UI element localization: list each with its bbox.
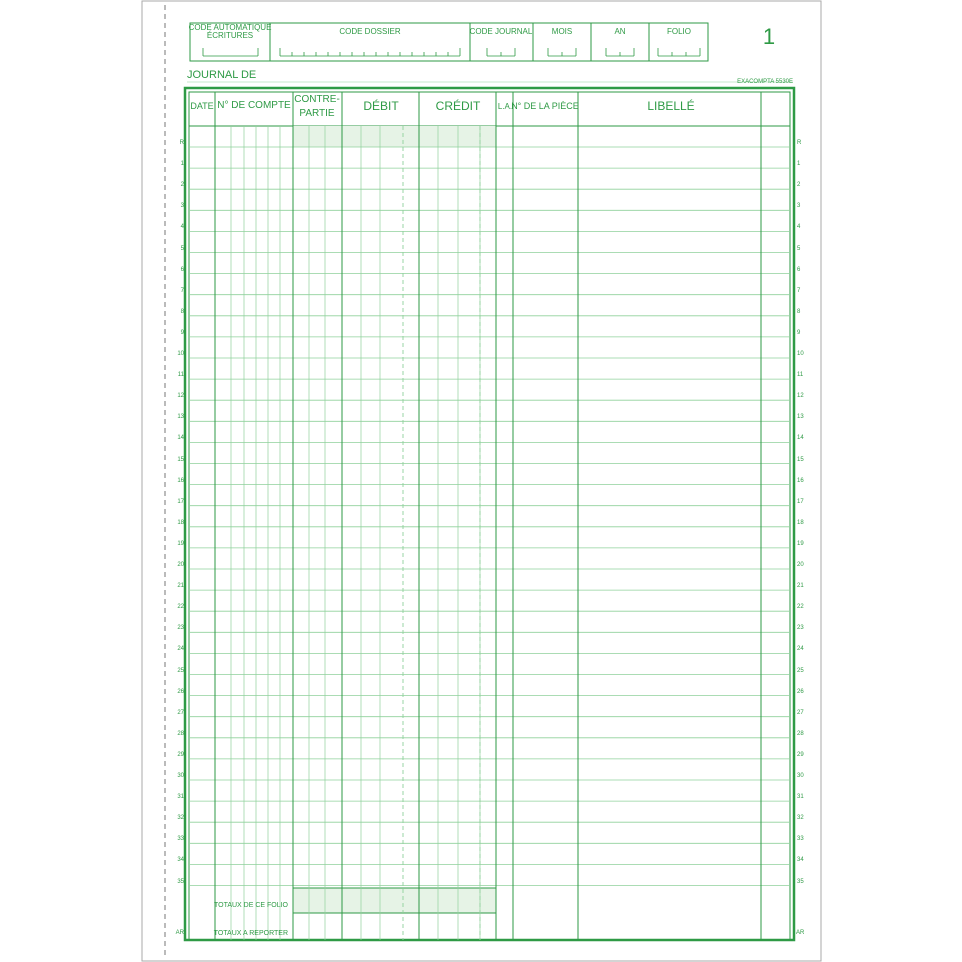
row-label-right: R — [797, 140, 802, 146]
row-label-right: 20 — [797, 562, 804, 568]
row-label-right: 6 — [797, 266, 801, 273]
row-label-right: 26 — [797, 688, 804, 695]
col-header-la: L.A. — [497, 102, 513, 111]
col-header-debit: DÉBIT — [363, 99, 399, 113]
row-label-right: 14 — [797, 435, 804, 442]
row-label-left: 5 — [180, 245, 184, 252]
row-label-left: R — [179, 140, 184, 146]
row-label-right: 27 — [797, 709, 804, 716]
row-label-right: 17 — [797, 498, 804, 505]
row-label-right: 22 — [797, 604, 804, 611]
ar-label-left: AR — [175, 930, 184, 936]
row-label-left: 7 — [180, 287, 184, 294]
row-label-right: 25 — [797, 667, 804, 674]
row-label-left: 18 — [177, 519, 184, 526]
col-header-compte: N° DE COMPTE — [217, 100, 291, 111]
row-label-left: 30 — [177, 773, 184, 779]
journal-de-label: JOURNAL DE — [187, 69, 257, 81]
row-label-left: 8 — [180, 308, 184, 315]
page-number: 1 — [762, 24, 776, 49]
row-label-right: 30 — [797, 773, 804, 779]
row-label-right: 34 — [797, 857, 804, 864]
ar-label-right: AR — [796, 930, 805, 936]
row-label-left: 17 — [177, 498, 184, 505]
row-label-left: 6 — [180, 266, 184, 273]
row-label-left: 4 — [180, 224, 184, 231]
row-label-right: 21 — [797, 583, 804, 590]
row-label-right: 35 — [797, 878, 804, 885]
row-label-left: 34 — [177, 857, 184, 864]
totaux-reporter-label: TOTAUX A REPORTER — [213, 930, 288, 937]
row-label-left: 10 — [177, 351, 184, 357]
row-label-right: 29 — [797, 751, 804, 758]
row-label-right: 24 — [797, 646, 804, 653]
row-label-right: 9 — [797, 329, 801, 336]
row-label-left: 14 — [177, 435, 184, 442]
row-label-right: 18 — [797, 519, 804, 526]
code-auto-label-1: CODE AUTOMATIQUE — [188, 23, 272, 32]
row-label-right: 4 — [797, 224, 801, 231]
col-header-libelle: LIBELLÉ — [647, 99, 695, 113]
code-auto-label-2: ÉCRITURES — [206, 31, 254, 40]
row-label-right: 23 — [797, 625, 804, 632]
row-label-right: 19 — [797, 540, 804, 547]
row-label-left: 33 — [177, 836, 184, 843]
row-label-left: 3 — [180, 203, 184, 210]
row-label-left: 16 — [177, 477, 184, 484]
row-label-right: 13 — [797, 414, 804, 421]
row-label-left: 31 — [177, 794, 184, 801]
row-label-left: 27 — [177, 709, 184, 716]
row-label-left: 25 — [177, 667, 184, 674]
row-label-left: 19 — [177, 540, 184, 547]
col-header-date: DATE — [190, 101, 214, 111]
row-label-left: 11 — [177, 372, 184, 379]
form-reference: EXACOMPTA 5530E — [737, 79, 793, 85]
mois-label: MOIS — [551, 27, 573, 36]
row-label-right: 33 — [797, 836, 804, 843]
row-label-right: 12 — [797, 393, 804, 400]
row-label-right: 7 — [797, 287, 801, 294]
code-dossier-label: CODE DOSSIER — [339, 27, 401, 36]
row-label-right: 10 — [797, 351, 804, 357]
row-label-right: 31 — [797, 794, 804, 801]
row-label-left: 1 — [180, 161, 184, 168]
row-label-right: 1 — [797, 161, 801, 168]
row-label-left: 12 — [177, 393, 184, 400]
row-label-right: 5 — [797, 245, 801, 252]
row-label-left: 20 — [177, 562, 184, 568]
row-label-right: 11 — [797, 372, 804, 379]
row-label-left: 24 — [177, 646, 184, 653]
row-label-left: 13 — [177, 414, 184, 421]
totaux-folio-label: TOTAUX DE CE FOLIO — [213, 902, 288, 909]
row-label-left: 29 — [177, 751, 184, 758]
row-label-right: 15 — [797, 456, 804, 463]
row-label-right: 8 — [797, 308, 801, 315]
row-label-left: 28 — [177, 730, 184, 737]
row-label-right: 3 — [797, 203, 801, 210]
col-header-piece: N° DE LA PIÈCE — [511, 101, 579, 111]
an-label: AN — [614, 27, 626, 36]
row-label-right: 16 — [797, 477, 804, 484]
row-label-right: 2 — [797, 182, 801, 189]
row-label-left: 22 — [177, 604, 184, 611]
row-label-left: 9 — [180, 329, 184, 336]
folio-label: FOLIO — [666, 27, 692, 36]
row-label-right: 28 — [797, 730, 804, 737]
row-label-left: 32 — [177, 815, 184, 822]
row-label-right: 32 — [797, 815, 804, 822]
row-label-left: 2 — [180, 182, 184, 189]
row-label-left: 35 — [177, 878, 184, 885]
col-header-contrepartie-1: CONTRE- — [294, 94, 340, 105]
row-label-left: 21 — [177, 583, 184, 590]
row-label-left: 26 — [177, 688, 184, 695]
row-label-left: 23 — [177, 625, 184, 632]
row-label-left: 15 — [177, 456, 184, 463]
code-journal-label: CODE JOURNAL — [469, 27, 533, 36]
col-header-credit: CRÉDIT — [435, 99, 481, 113]
col-header-contrepartie-2: PARTIE — [299, 108, 335, 119]
